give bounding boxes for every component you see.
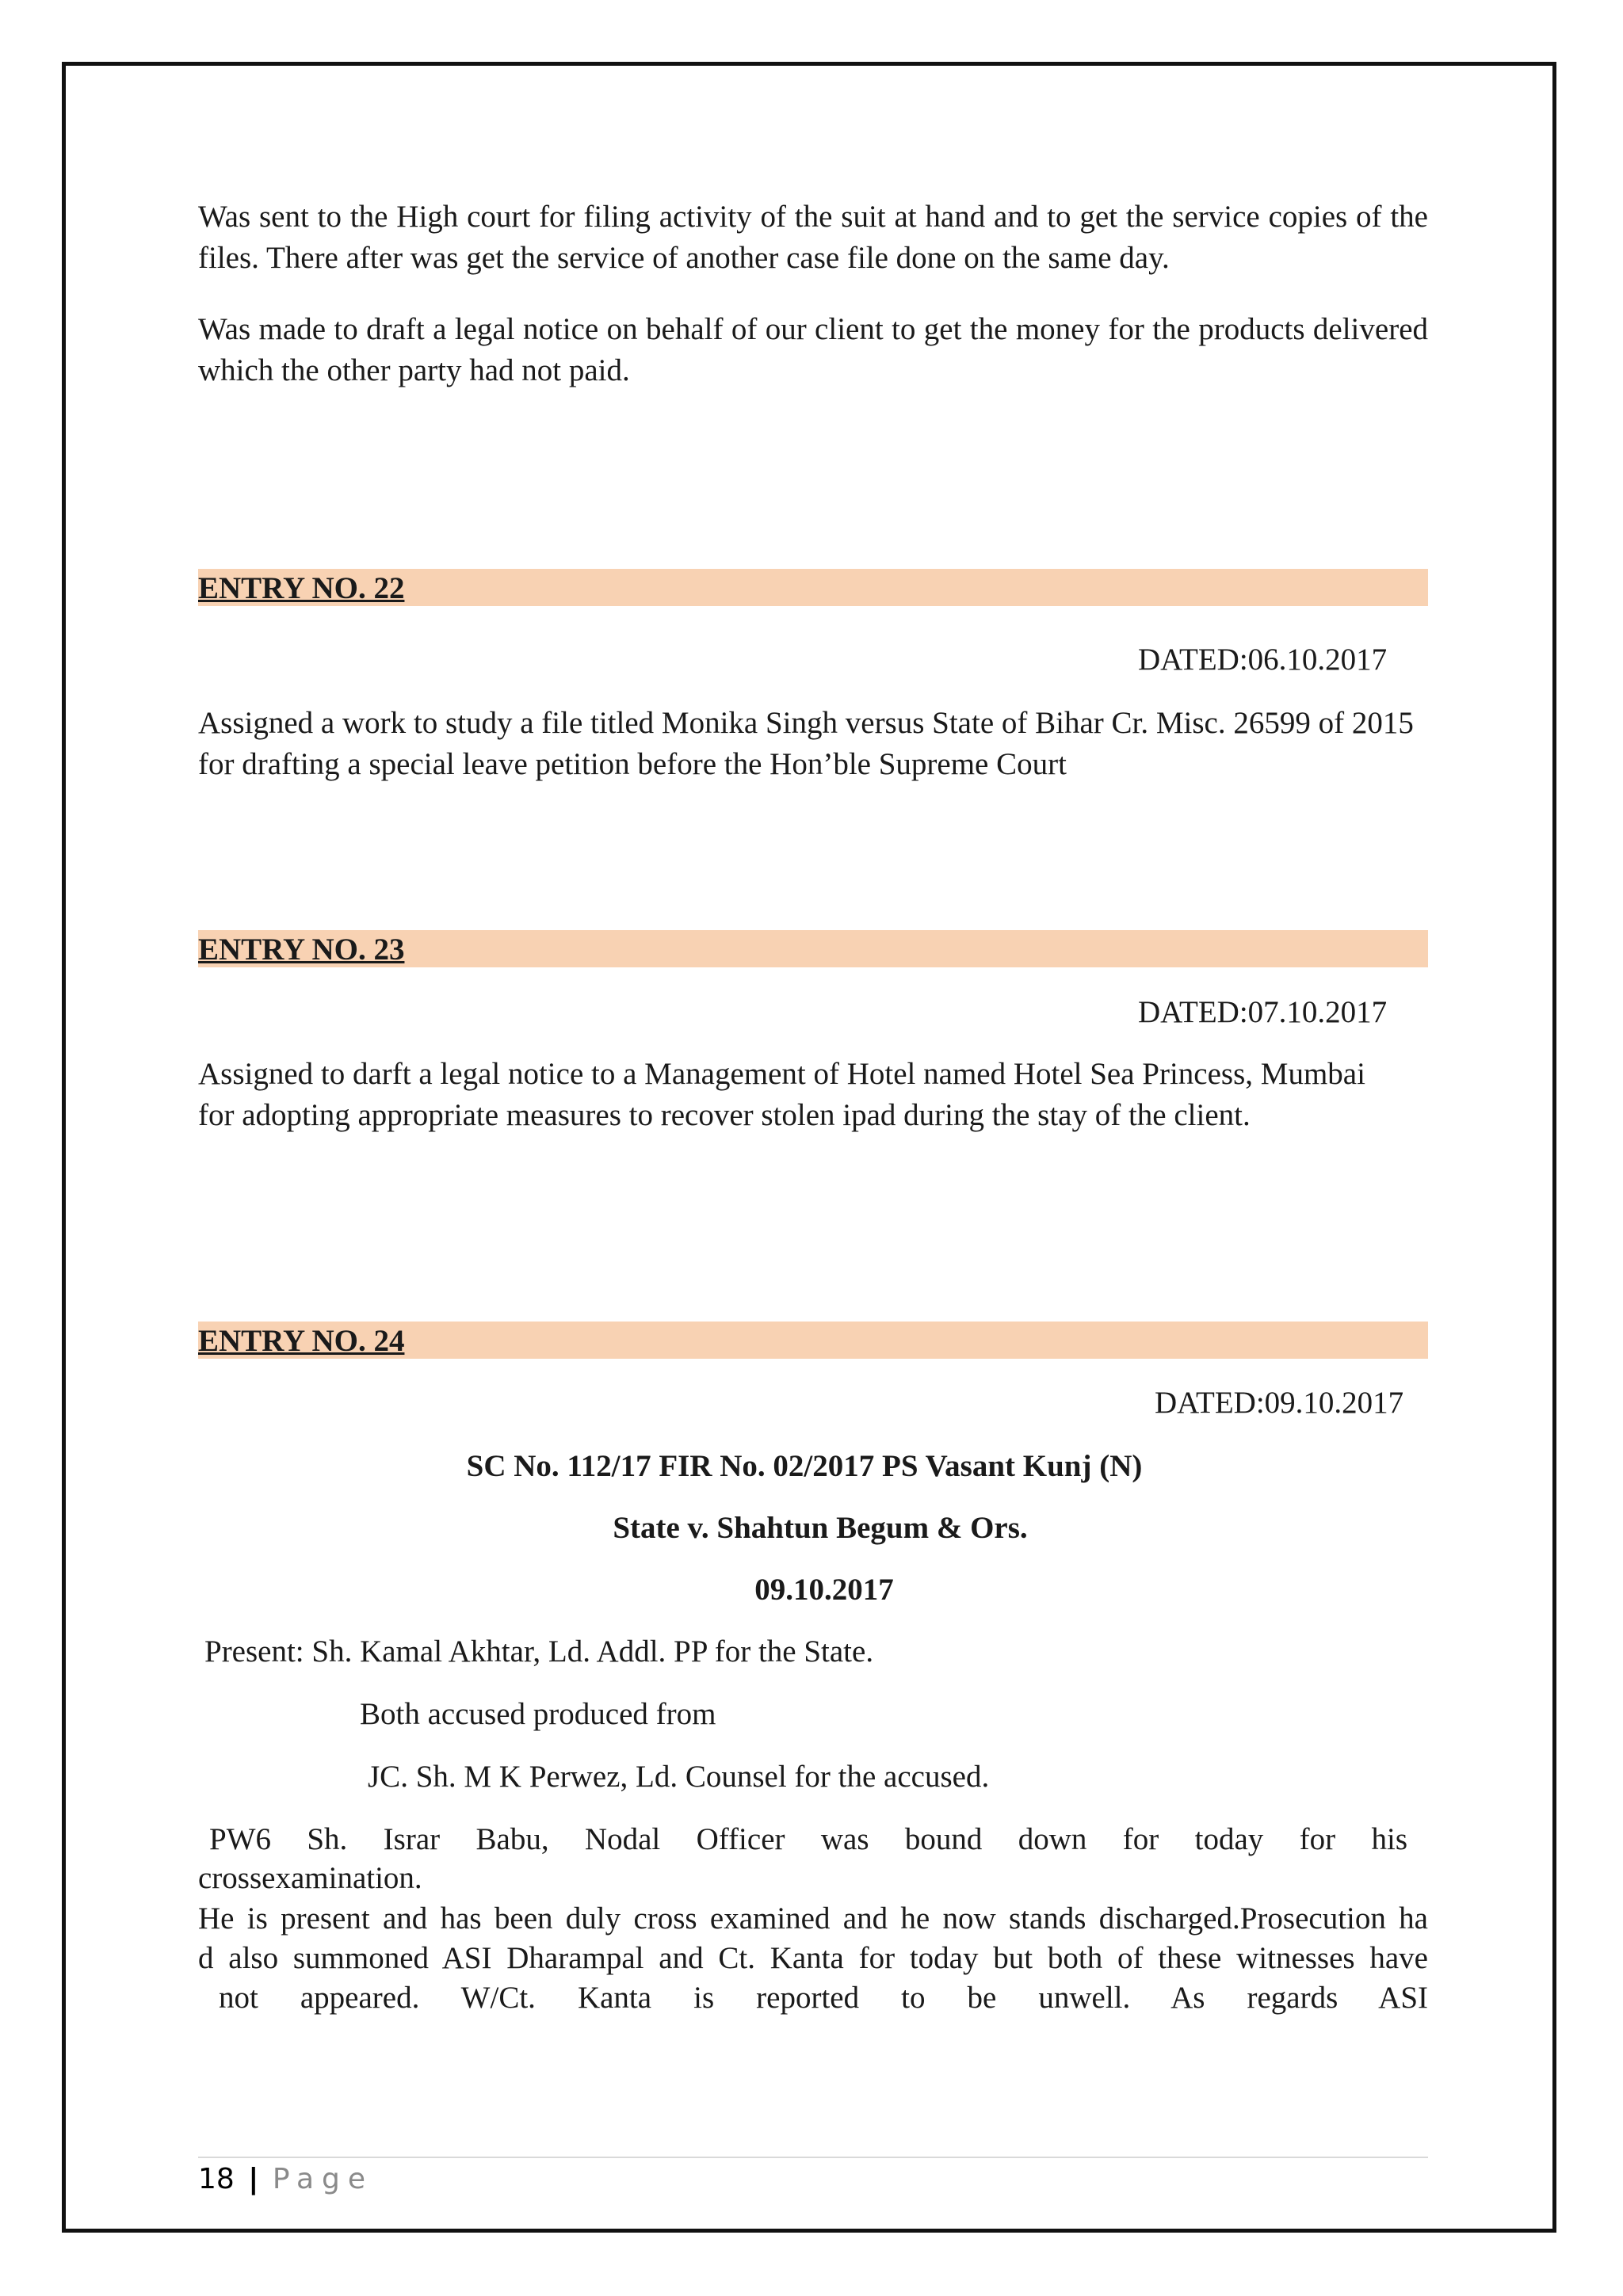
case-date: 09.10.2017 xyxy=(754,1573,894,1607)
page-label: Page xyxy=(272,2163,374,2195)
body-line-3-wrap xyxy=(219,1978,1428,2019)
page-number: 18 xyxy=(198,2163,235,2195)
entry-23-heading: ENTRY NO. 23 xyxy=(198,933,405,967)
intro-paragraph-2: Was made to draft a legal notice on behalf of our client to get the money for the products delivered which the other party had not paid. xyxy=(198,312,1428,387)
entry-24-date: DATED:09.10.2017 xyxy=(1155,1386,1404,1420)
entry-23-date: DATED:07.10.2017 xyxy=(1138,995,1388,1029)
counsel-line: JC. Sh. M K Perwez, Ld. Counsel for the accused. xyxy=(368,1760,990,1794)
entry-23-heading-bar xyxy=(198,930,1428,967)
intro-section xyxy=(198,196,1428,279)
body-line-1-wrap xyxy=(198,1898,1428,1939)
intro-section-2 xyxy=(198,309,1428,391)
entry-22-date: DATED:06.10.2017 xyxy=(1138,643,1388,677)
present-line: Present: Sh. Kamal Akhtar, Ld. Addl. PP for the State. xyxy=(204,1634,874,1669)
pw6-line-1-wrap xyxy=(209,1819,1407,1860)
intro-paragraph-1: Was sent to the High court for filing activity of the suit at hand and to get the service copies of the files. There after was get the service of another case file done on the same day. xyxy=(198,200,1428,275)
entry-23-text: Assigned to darft a legal notice to a Management of Hotel named Hotel Sea Princess, Mumbai for adopting appropriate measures to recover stolen ipad during the stay of the client. xyxy=(198,1057,1365,1132)
case-title: SC No. 112/17 FIR No. 02/2017 PS Vasant Kunj (N) xyxy=(466,1449,1143,1483)
entry-22-heading-bar xyxy=(198,569,1428,606)
body-line-2: d also summoned ASI Dharampal and Ct. Kanta for today but both of these witnesses have xyxy=(198,1941,1428,1975)
body-line-3: not appeared. W/Ct. Kanta is reported to be unwell. As regards ASI xyxy=(219,1981,1428,2015)
accused-line: Both accused produced from xyxy=(360,1697,716,1731)
pw6-line-2: crossexamination. xyxy=(198,1861,422,1895)
footer-divider xyxy=(198,2157,1428,2158)
body-line-2-wrap xyxy=(198,1938,1428,1979)
entry-23-body xyxy=(198,1054,1371,1136)
case-parties: State v. Shahtun Begum & Ors. xyxy=(613,1511,1028,1545)
entry-22-body xyxy=(198,703,1428,785)
body-line-1: He is present and has been duly cross examined and he now stands discharged.Prosecution ha xyxy=(198,1901,1428,1936)
entry-24-heading-bar xyxy=(198,1322,1428,1359)
entry-24-heading: ENTRY NO. 24 xyxy=(198,1324,405,1358)
page-footer xyxy=(198,2161,373,2198)
entry-22-heading: ENTRY NO. 22 xyxy=(198,571,405,605)
footer-separator: | xyxy=(248,2163,259,2195)
entry-22-text: Assigned a work to study a file titled Monika Singh versus State of Bihar Cr. Misc. 26599 of 2015 for drafting a special leave petition before the Hon’ble Supreme Court xyxy=(198,706,1414,781)
pw6-line-1: PW6 Sh. Israr Babu, Nodal Officer was bound down for today for his xyxy=(209,1822,1407,1856)
